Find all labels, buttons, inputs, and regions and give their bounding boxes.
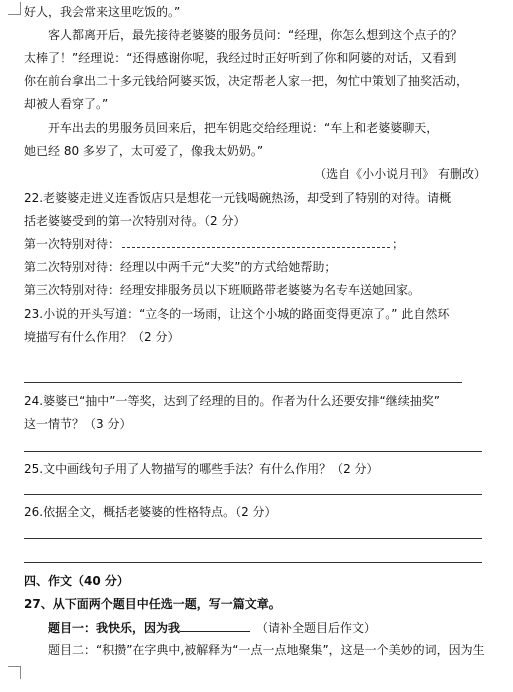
essay-topic-one <box>48 619 376 636</box>
question-25-text: 25.文中画线句子用了人物描写的哪些手法？有什么作用？（2 分） <box>24 462 379 476</box>
story-line: 太棒了！”经理说：“还得感谢你呢，我经过时正好听到了你和阿婆的对话，又看到 <box>24 51 457 65</box>
answer-rule <box>24 382 462 383</box>
question-26-text: 26.依据全文，概括老婆婆的性格特点。（2 分） <box>24 505 277 519</box>
essay-topic-two: 题目二：“积攒”在字典中,被解释为“一点一点地聚集”，这是一个美妙的词，因为生 <box>48 643 485 657</box>
answer-line-second: 第二次特别对待：经理以中两千元“大奖”的方式给她帮助； <box>24 260 337 274</box>
question-24-text: 24.婆婆已“抽中”一等奖，达到了经理的目的。作者为什么还要安排“继续抽奖” <box>24 394 440 408</box>
crop-mark-top-left <box>8 2 21 15</box>
question-23-text: 境描写有什么作用？（2 分） <box>24 330 180 344</box>
topic-one-text: 题目一：我快乐，因为我 <box>48 621 181 635</box>
story-line: 你在前台拿出二十多元钱给阿婆买饭，决定帮老人家一把，匆忙中策划了抽奖活动， <box>24 74 469 88</box>
story-line: 开车出去的男服务员回来后，把车钥匙交给经理说：“车上和老婆婆聊天， <box>48 121 439 135</box>
story-line: 她已经 80 多岁了，太可爱了，像我太奶奶。” <box>24 144 264 158</box>
answer-end-mark: ； <box>392 237 405 251</box>
answer-rule <box>24 451 482 452</box>
topic-one-note: （请补全题目后作文） <box>256 621 377 635</box>
answer-rule <box>24 562 482 563</box>
question-27-text: 27、从下面两个题目中任选一题，写一篇文章。 <box>24 597 281 611</box>
question-22-text: 22.老婆婆走进义连香饭店只是想花一元钱喝碗热汤，却受到了特别的对待。请概 <box>24 191 452 205</box>
story-source: （选自《小小说月刊》 有删改） <box>314 167 486 181</box>
answer-line-first <box>24 236 404 252</box>
question-24-text: 这一情节？（3 分） <box>24 417 132 431</box>
topic-blank[interactable] <box>180 619 250 632</box>
story-line: 客人都离开后，最先接待老婆婆的服务员问：“经理，你怎么想到这个点子的？ <box>48 28 463 42</box>
answer-label-first: 第一次特别对待： <box>24 237 121 251</box>
section-heading: 四、作文（40 分） <box>24 574 129 588</box>
question-22-text: 括老婆婆受到的第一次特别对待。（2 分） <box>24 214 246 228</box>
question-23-text: 23.小说的开头写道：“立冬的一场雨，让这个小城的路面变得更凉了。” 此自然环 <box>24 307 450 321</box>
answer-rule <box>24 538 482 539</box>
crop-mark-bottom-left <box>8 666 21 679</box>
answer-line-third: 第三次特别对待：经理安排服务员以下班顺路带老婆婆为名专车送她回家。 <box>24 283 421 297</box>
answer-blank[interactable] <box>122 237 390 248</box>
story-line: 好人，我会常来这里吃饭的。” <box>24 5 181 19</box>
answer-rule <box>24 494 482 495</box>
story-line: 却被人看穿了。” <box>24 97 109 111</box>
